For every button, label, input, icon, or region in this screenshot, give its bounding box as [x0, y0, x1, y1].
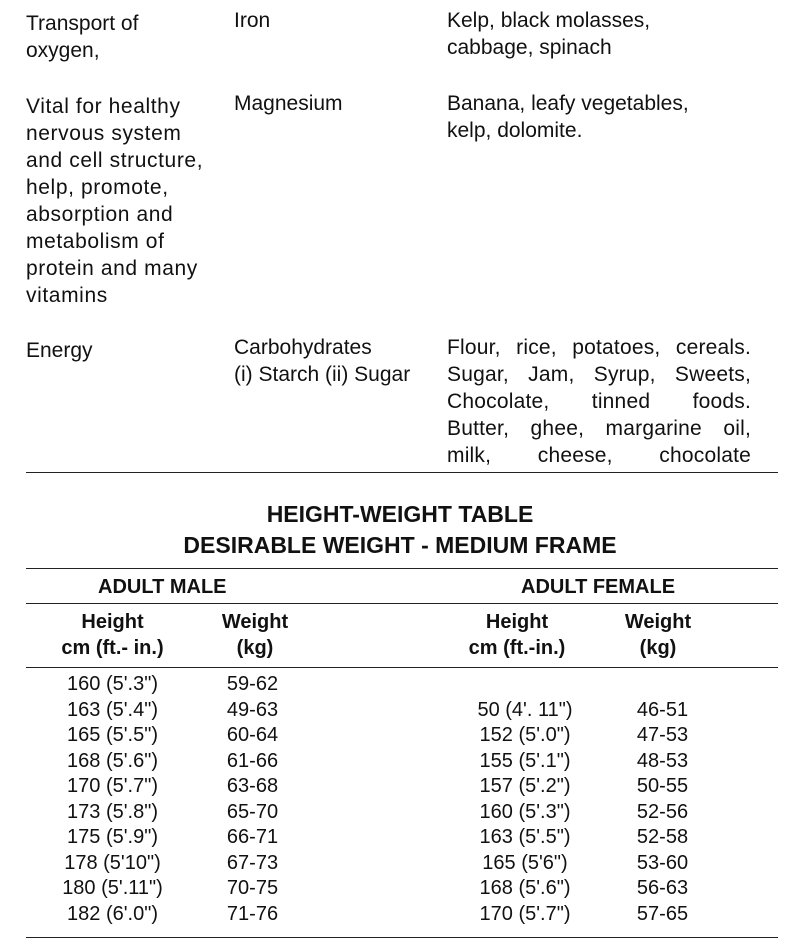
- table-row: [0, 698, 800, 724]
- function-line: vitamins: [26, 284, 108, 307]
- female-weight-cell: 46-51: [636, 698, 689, 721]
- male-weight-cell: 66-71: [226, 826, 279, 848]
- male-weight-cell: 65-70: [226, 800, 279, 823]
- female-height-cell: 160 (5'.3"): [479, 800, 571, 823]
- function-line: nervous system: [26, 122, 182, 145]
- male-weight-cell: 67-73: [226, 851, 279, 874]
- table-bottom-rule: [26, 937, 778, 938]
- male-height-cell: 178 (5'10"): [64, 851, 161, 874]
- table-row: [0, 774, 800, 800]
- table-row: [0, 749, 800, 775]
- nutrient-name: [234, 90, 444, 117]
- function-line: Vital for healthy: [26, 95, 181, 118]
- table-row: [0, 851, 800, 877]
- nutrient-line: Carbohydrates: [234, 336, 372, 359]
- source-line: milk, cheese, chocolate: [447, 444, 751, 467]
- header-line: Weight: [624, 611, 692, 633]
- table-row: [0, 672, 800, 698]
- nutrient-line: Iron: [234, 9, 271, 32]
- female-height-cell: 152 (5'.0"): [479, 724, 571, 746]
- female-weight-cell: 47-53: [636, 724, 689, 746]
- nutrient-sources: [447, 7, 751, 61]
- header-line: cm (ft.- in.): [61, 637, 164, 659]
- function-line: absorption and: [26, 203, 174, 226]
- table-subtitle: DESIRABLE WEIGHT - MEDIUM FRAME: [183, 532, 617, 558]
- adult-female-label: ADULT FEMALE: [521, 576, 676, 598]
- male-weight-cell: 60-64: [226, 724, 279, 746]
- function-line: metabolism of: [26, 230, 165, 253]
- source-line: kelp, dolomite.: [447, 119, 583, 142]
- source-line: Butter, ghee, margarine oil,: [447, 417, 751, 440]
- female-weight-cell: 48-53: [636, 749, 689, 772]
- header-line: Height: [81, 611, 144, 633]
- female-weight-cell: 56-63: [636, 877, 689, 899]
- female-height-cell: 163 (5'.5"): [479, 826, 571, 848]
- female-height-cell: 165 (5'6"): [482, 851, 568, 874]
- source-line: cabbage, spinach: [447, 36, 612, 59]
- female-weight-cell: 53-60: [636, 851, 689, 874]
- female-weight-cell: 57-65: [636, 902, 689, 925]
- table-top-rule: [26, 568, 778, 569]
- male-height-cell: 165 (5'.5"): [67, 724, 158, 746]
- table-row: [0, 723, 800, 749]
- function-line: Energy: [26, 339, 93, 362]
- male-height-cell: 160 (5'.3"): [67, 673, 158, 695]
- source-line: Kelp, black molasses,: [447, 9, 651, 32]
- nutrient-function: [26, 93, 218, 309]
- source-line: Banana, leafy vegetables,: [447, 92, 689, 115]
- male-height-cell: 163 (5'.4"): [67, 698, 158, 721]
- table-row: [0, 800, 800, 826]
- male-weight-cell: 63-68: [226, 775, 279, 797]
- male-weight-cell: 71-76: [226, 902, 279, 925]
- male-weight-header: [195, 609, 315, 661]
- source-line: Flour, rice, potatoes, cereals.: [447, 336, 751, 359]
- function-line: help, promote,: [26, 176, 169, 199]
- section-divider: [26, 472, 778, 473]
- nutrient-sources: [447, 90, 751, 144]
- function-line: protein and many: [26, 257, 198, 280]
- female-weight-cell: 52-56: [636, 800, 689, 823]
- female-weight-header: [598, 609, 718, 661]
- nutrient-name: [234, 7, 444, 34]
- header-line: (kg): [639, 637, 677, 659]
- table-row: [0, 825, 800, 851]
- function-line: Transport of: [26, 12, 139, 35]
- nutrient-sources: [447, 334, 751, 469]
- female-height-cell: 168 (5'.6"): [479, 877, 571, 899]
- male-weight-cell: 59-62: [226, 673, 279, 695]
- adult-male-label: ADULT MALE: [98, 576, 227, 598]
- female-weight-cell: 52-58: [636, 826, 689, 848]
- male-height-cell: 168 (5'.6"): [67, 749, 158, 772]
- source-line: Chocolate, tinned foods.: [447, 390, 751, 413]
- header-line: Weight: [221, 611, 289, 633]
- female-height-cell: 155 (5'.1"): [479, 749, 571, 772]
- male-height-cell: 170 (5'.7"): [67, 775, 158, 797]
- male-height-cell: 175 (5'.9"): [67, 826, 158, 848]
- header-line: Height: [485, 611, 549, 633]
- male-height-cell: 173 (5'.8"): [67, 800, 158, 823]
- table-title: HEIGHT-WEIGHT TABLE: [266, 501, 534, 527]
- column-header-rule: [26, 667, 778, 668]
- function-line: oxygen,: [26, 39, 100, 62]
- table-row: [0, 902, 800, 928]
- nutrient-function: [26, 10, 218, 64]
- female-height-header: [432, 609, 602, 661]
- male-height-cell: 182 (6'.0"): [67, 902, 158, 925]
- female-weight-cell: 50-55: [636, 775, 689, 797]
- female-height-cell: 170 (5'.7"): [479, 902, 571, 925]
- male-height-cell: 180 (5'.11"): [62, 877, 163, 899]
- table-row: [0, 876, 800, 902]
- male-height-header: [30, 609, 195, 661]
- male-weight-cell: 61-66: [226, 749, 279, 772]
- header-line: (kg): [236, 637, 274, 659]
- female-height-cell: 157 (5'.2"): [479, 775, 571, 797]
- female-height-cell: 50 (4'. 11"): [477, 698, 573, 721]
- nutrient-function: [26, 337, 218, 364]
- header-line: cm (ft.-in.): [468, 637, 566, 659]
- nutrient-line: (i) Starch (ii) Sugar: [234, 363, 411, 386]
- nutrient-name: [234, 334, 444, 388]
- male-weight-cell: 49-63: [226, 698, 279, 721]
- group-header-rule: [26, 603, 778, 604]
- source-line: Sugar, Jam, Syrup, Sweets,: [447, 363, 751, 386]
- nutrient-line: Magnesium: [234, 92, 343, 115]
- male-weight-cell: 70-75: [226, 877, 279, 899]
- function-line: and cell structure,: [26, 149, 204, 172]
